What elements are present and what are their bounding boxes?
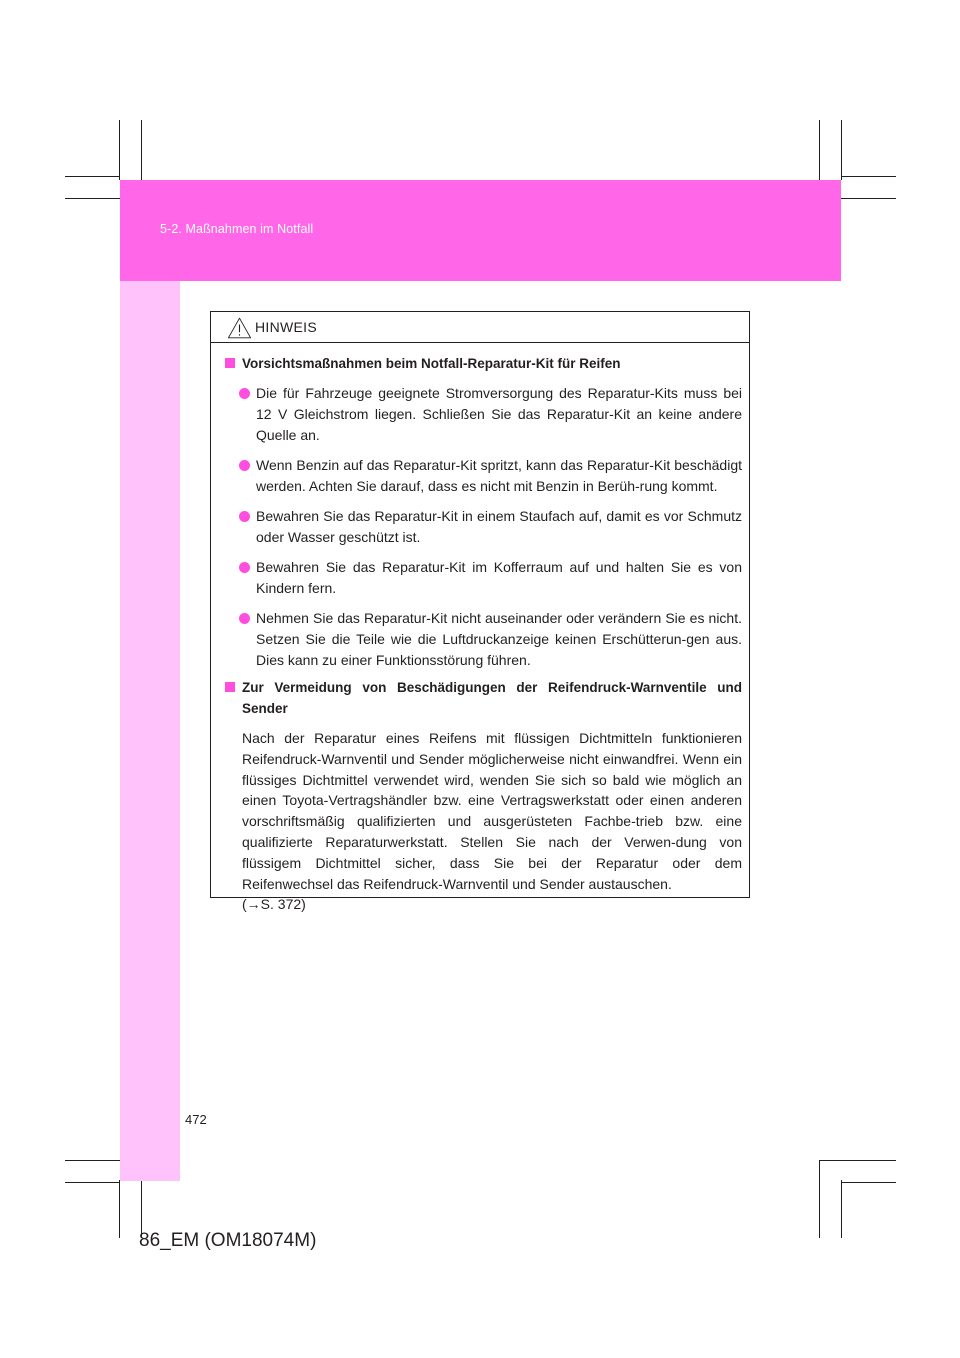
notice-title: HINWEIS [255, 319, 317, 335]
list-item [225, 557, 742, 599]
section-paragraph [225, 728, 742, 915]
round-bullet-icon [239, 460, 250, 471]
list-item [225, 608, 742, 671]
round-bullet-icon [239, 511, 250, 522]
paragraph-text: Nach der Reparatur eines Reifens mit flüssigen Dichtmitteln funktionieren Reifendruck-Warnventil und Sender möglicherweise nicht einwandfrei. Wenn ein flüssiges Dichtmittel verwendet wird, wenden Sie sich so bald wie möglich an einen Toyota-Vertragshändler bzw. eine Vertragswerkstatt oder einen anderen vorschriftsmäßig qualifizierten und ausgerüsteten Fachbe-trieb bzw. eine qualifizierte Reparaturwerkstatt. Stellen Sie nach der Verwen-dung von flüssigem Dichtmittel sicher, dass Sie bei der Reparatur oder dem Reifenwechsel das Reifendruck-Warnventil und Sender austauschen. [242, 730, 742, 892]
section-heading [225, 353, 742, 374]
section-heading-text: Vorsichtsmaßnahmen beim Notfall-Reparatur-Kit für Reifen [242, 356, 621, 371]
round-bullet-icon [239, 562, 250, 573]
crop-mark [841, 176, 896, 177]
list-item-text: Bewahren Sie das Reparatur-Kit in einem Staufach auf, damit es vor Schmutz oder Wasser geschützt ist. [256, 508, 742, 545]
crop-mark [841, 120, 842, 180]
round-bullet-icon [239, 388, 250, 399]
section-heading-text: Zur Vermeidung von Beschädigungen der Reifendruck-Warnventile und Sender [242, 680, 742, 716]
list-item-text: Wenn Benzin auf das Reparatur-Kit spritzt, kann das Reparatur-Kit beschädigt werden. Achten Sie darauf, dass es nicht mit Benzin in Berüh-rung kommt. [256, 457, 742, 494]
crop-mark [841, 1182, 896, 1183]
crop-mark [820, 1160, 896, 1161]
page-reference: (→S. 372) [242, 896, 306, 913]
list-item [225, 506, 742, 548]
section-label: 5-2. Maßnahmen im Notfall [160, 222, 314, 236]
warning-triangle-icon [227, 317, 252, 339]
crop-mark [119, 120, 120, 180]
list-item-text: Die für Fahrzeuge geeignete Stromversorgung des Reparatur-Kits muss bei 12 V Gleichstrom liegen. Schließen Sie das Reparatur-Kit an keine andere Quelle an. [256, 385, 742, 443]
notice-body [211, 343, 749, 915]
square-bullet-icon [225, 358, 235, 368]
list-item [225, 455, 742, 497]
side-strip [120, 281, 180, 1181]
notice-header [211, 312, 749, 343]
section-heading [225, 677, 742, 719]
crop-mark [119, 1180, 120, 1238]
crop-mark [819, 1160, 820, 1238]
round-bullet-icon [239, 613, 250, 624]
list-item [225, 383, 742, 446]
square-bullet-icon [225, 682, 235, 692]
crop-mark [841, 1180, 842, 1238]
notice-box [210, 311, 750, 913]
crop-mark [65, 176, 120, 177]
list-item-text: Bewahren Sie das Reparatur-Kit im Kofferraum auf und halten Sie es von Kindern fern. [256, 559, 742, 596]
page-number: 472 [185, 1112, 207, 1127]
list-item-text: Nehmen Sie das Reparatur-Kit nicht auseinander oder verändern Sie es nicht. Setzen Sie die Teile wie die Luftdruckanzeige keinen Erschütterun-gen aus. Dies kann zu einer Funktionsstörung führen. [256, 610, 742, 668]
crop-mark [65, 1182, 120, 1183]
document-code: 86_EM (OM18074M) [139, 1230, 317, 1251]
